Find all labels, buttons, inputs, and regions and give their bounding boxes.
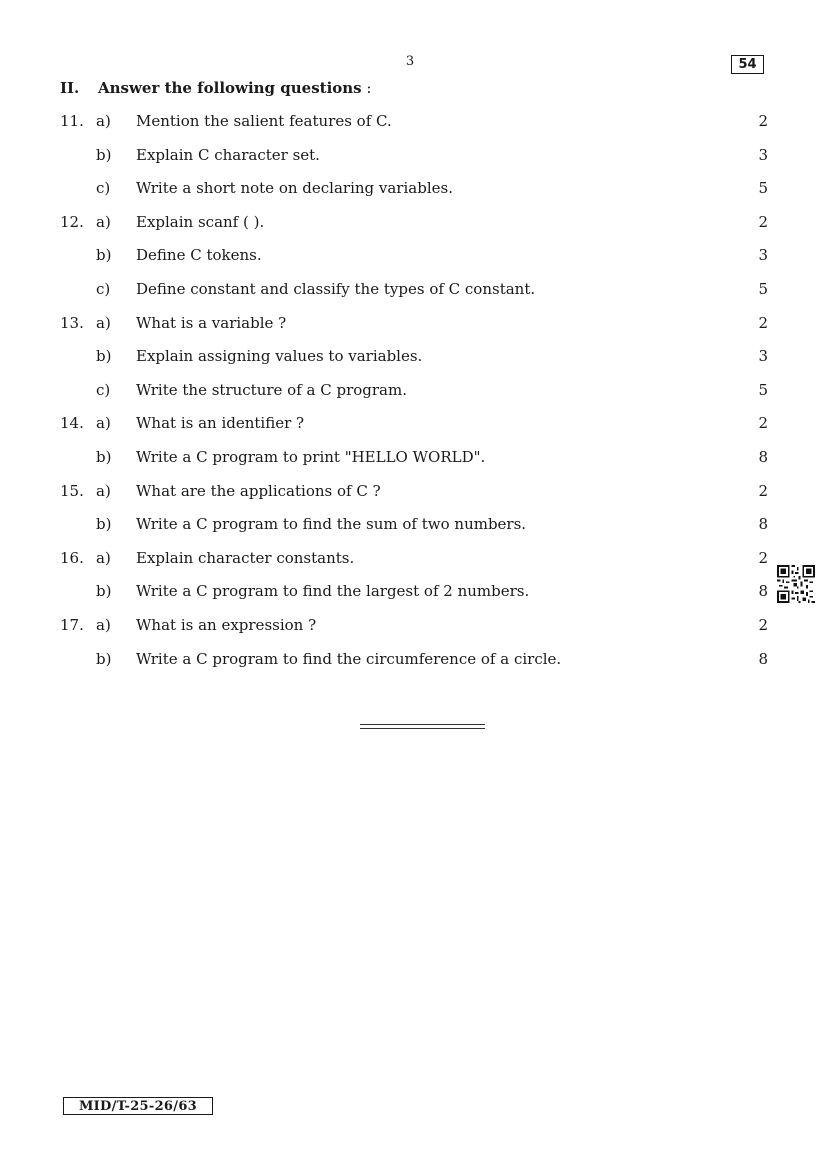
question-row — [0, 482, 826, 504]
question-text: Explain character constants. — [136, 548, 355, 567]
qr-code-icon — [777, 565, 815, 603]
question-text: What is an identifier ? — [136, 414, 305, 433]
section-title-text: Answer the following questions — [98, 79, 362, 97]
question-number: 17. — [60, 616, 84, 634]
question-number: 15. — [60, 481, 84, 500]
section-title-suffix: : — [361, 79, 372, 97]
question-text: Write a C program to print "HELLO WORLD". — [136, 448, 486, 466]
sub-question-label: a) — [96, 548, 111, 567]
question-marks: 2 — [758, 481, 768, 500]
question-row — [0, 582, 826, 604]
question-marks: 8 — [758, 649, 768, 668]
question-marks: 5 — [758, 179, 768, 198]
question-row — [0, 515, 826, 537]
sub-question-label: a) — [96, 112, 111, 130]
question-marks: 3 — [758, 347, 768, 366]
question-text: Explain scanf ( ). — [136, 212, 265, 231]
question-marks: 2 — [758, 112, 768, 130]
question-marks: 3 — [758, 145, 768, 164]
question-row — [0, 616, 826, 638]
question-number: 11. — [60, 112, 84, 130]
sub-question-label: a) — [96, 414, 111, 433]
question-text: Explain C character set. — [136, 145, 320, 164]
question-marks: 2 — [758, 616, 768, 634]
question-text: What is an expression ? — [136, 616, 317, 634]
sub-question-label: b) — [96, 145, 112, 164]
sub-question-label: a) — [96, 313, 111, 332]
section-number: II. — [60, 79, 80, 97]
question-row — [0, 448, 826, 470]
sub-question-label: b) — [96, 448, 112, 466]
sub-question-label: a) — [96, 481, 111, 500]
question-marks: 2 — [758, 212, 768, 231]
question-row — [0, 650, 826, 672]
sub-question-label: b) — [96, 649, 112, 668]
question-text: What are the applications of C ? — [136, 481, 381, 500]
question-text: Define C tokens. — [136, 246, 262, 265]
end-of-paper-rule — [360, 724, 485, 729]
question-row — [0, 246, 826, 268]
footer-paper-code: MID/T-25-26/63 — [63, 1097, 213, 1115]
question-marks: 3 — [758, 246, 768, 265]
question-number: 12. — [60, 212, 84, 231]
question-row — [0, 414, 826, 436]
sub-question-label: c) — [96, 380, 111, 399]
section-title — [98, 79, 371, 97]
question-row — [0, 112, 826, 134]
question-row — [0, 213, 826, 235]
sub-question-label: c) — [96, 280, 111, 298]
sub-question-label: a) — [96, 212, 111, 231]
question-text: Define constant and classify the types of C constant. — [136, 280, 536, 298]
question-text: Write a short note on declaring variables. — [136, 179, 453, 198]
question-text: Mention the salient features of C. — [136, 112, 392, 130]
question-row — [0, 314, 826, 336]
question-row — [0, 381, 826, 403]
sub-question-label: b) — [96, 246, 112, 265]
question-marks: 5 — [758, 380, 768, 399]
paper-code-box: 54 — [731, 55, 764, 74]
page-number: 3 — [405, 54, 415, 69]
sub-question-label: a) — [96, 616, 111, 634]
question-marks: 8 — [758, 515, 768, 534]
question-row — [0, 347, 826, 369]
question-row — [0, 179, 826, 201]
question-text: Write a C program to find the sum of two numbers. — [136, 515, 527, 534]
question-marks: 2 — [758, 548, 768, 567]
question-text: Write a C program to find the circumference of a circle. — [136, 649, 562, 668]
question-marks: 5 — [758, 280, 768, 298]
question-number: 16. — [60, 548, 84, 567]
sub-question-label: b) — [96, 582, 112, 601]
question-row — [0, 549, 826, 571]
sub-question-label: c) — [96, 179, 111, 198]
sub-question-label: b) — [96, 347, 112, 366]
question-marks: 2 — [758, 414, 768, 433]
question-text: What is a variable ? — [136, 313, 287, 332]
question-text: Write the structure of a C program. — [136, 380, 407, 399]
question-marks: 8 — [758, 448, 768, 466]
question-row — [0, 280, 826, 302]
question-text: Explain assigning values to variables. — [136, 347, 423, 366]
question-marks: 2 — [758, 313, 768, 332]
question-number: 13. — [60, 313, 84, 332]
question-marks: 8 — [758, 582, 768, 601]
sub-question-label: b) — [96, 515, 112, 534]
question-number: 14. — [60, 414, 84, 433]
question-text: Write a C program to find the largest of 2 numbers. — [136, 582, 530, 601]
question-row — [0, 146, 826, 168]
